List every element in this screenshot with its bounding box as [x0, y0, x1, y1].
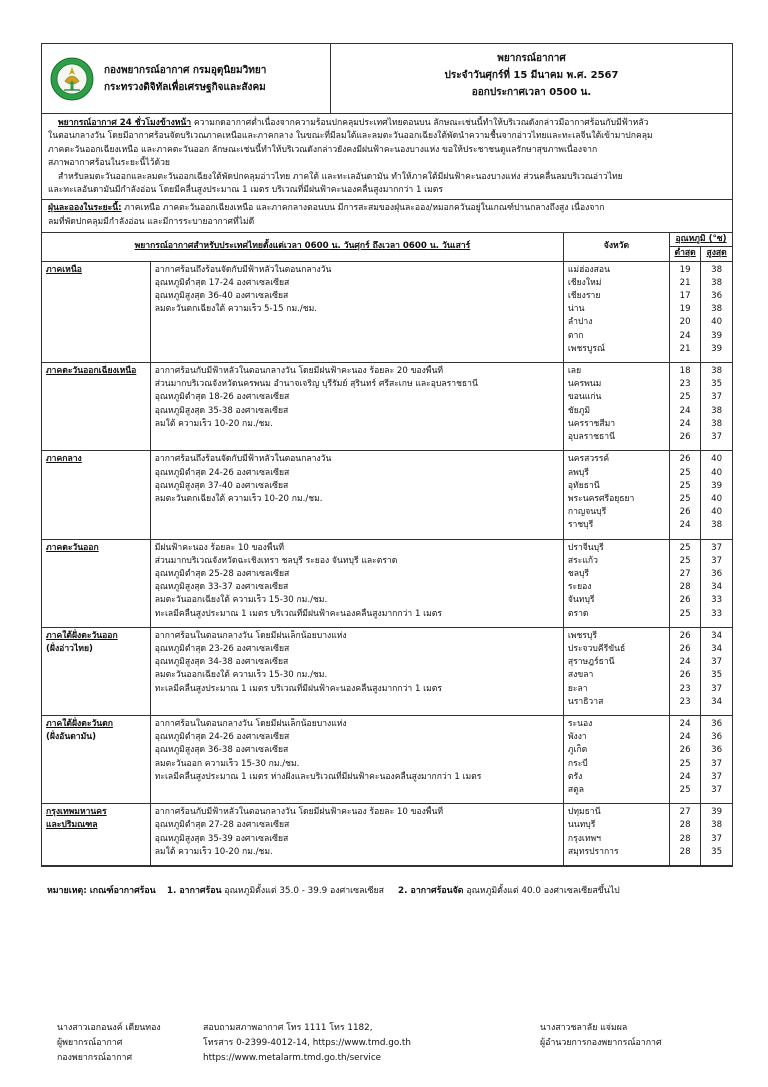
forecast-line: ลมตะวันตกเฉียงใต้ ความเร็ว 5-15 กม./ชม. — [154, 304, 317, 315]
province-max-temp: 38 — [711, 264, 723, 275]
region-name-cell — [42, 363, 150, 451]
province-min-temp: 24 — [679, 405, 691, 416]
page-title: พยากรณ์อากาศ — [497, 53, 566, 64]
province-name: ลำปาง — [567, 317, 593, 328]
province-max-temp-cell — [701, 804, 732, 866]
province-min-temp: 26 — [679, 432, 691, 443]
province-name: แม่ฮ่องสอน — [567, 264, 610, 275]
forecast-line: อุณหภูมิสูงสุด 36-40 องศาเซลเซียส — [154, 291, 289, 302]
province-name: ลพบุรี — [567, 467, 589, 478]
forecast-line: ลมตะวันออกเฉียงใต้ ความเร็ว 15-30 กม./ชม. — [154, 670, 328, 681]
province-max-temp-cell — [701, 451, 732, 539]
forecast-line: อุณหภูมิต่ำสุด 23-26 องศาเซลเซียส — [154, 643, 290, 654]
province-max-temp: 40 — [711, 507, 723, 518]
province-max-temp: 34 — [711, 582, 723, 593]
region-name-cell — [42, 804, 150, 866]
province-name-cell — [563, 539, 669, 627]
forecast-line: ทะเลมีคลื่นสูงประมาณ 1 เมตร บริเวณที่มีฝนฟ้าคะนองคลื่นสูงมากกว่า 1 เมตร — [154, 683, 442, 694]
province-min-temp: 25 — [679, 480, 691, 491]
province-max-temp: 35 — [711, 846, 723, 857]
footnote — [47, 883, 620, 897]
province-max-temp: 37 — [711, 784, 723, 795]
province-min-temp: 25 — [679, 392, 691, 403]
province-min-temp: 25 — [679, 467, 691, 478]
province-max-temp: 37 — [711, 542, 723, 553]
note-hot-label: 1. อากาศร้อน — [166, 886, 222, 896]
forecast-line: อากาศร้อนถึงร้อนจัดกับมีฟ้าหลัวในตอนกลางวัน — [154, 264, 332, 275]
province-name: สมุทรปราการ — [567, 846, 619, 857]
province-name: พระนครศรีอยุธยา — [567, 493, 635, 504]
province-min-temp-cell — [670, 804, 701, 866]
title-block — [331, 44, 732, 113]
province-min-temp-cell — [670, 627, 701, 715]
province-name: สงขลา — [567, 670, 594, 681]
forecast-line: อุณหภูมิสูงสุด 37-40 องศาเซลเซียส — [154, 480, 289, 491]
forecaster-unit: กองพยากรณ์อากาศ — [57, 1053, 133, 1063]
region-subname: (ฝั่งอันดามัน) — [46, 732, 97, 743]
province-max-temp: 38 — [711, 304, 723, 315]
province-name: ราชบุรี — [567, 520, 594, 531]
province-max-temp: 37 — [711, 758, 723, 769]
province-min-temp: 17 — [679, 291, 691, 302]
province-min-temp: 25 — [679, 493, 691, 504]
province-max-temp-cell — [701, 627, 732, 715]
forecast-line: ลมใต้ ความเร็ว 10-20 กม./ชม. — [154, 418, 273, 429]
region-name: ภาคเหนือ — [46, 264, 82, 275]
province-min-temp-cell — [670, 363, 701, 451]
province-name: นครสวรรค์ — [567, 454, 610, 465]
director-name: นางสาวชลาลัย แจ่มผล — [540, 1023, 628, 1033]
province-min-temp: 27 — [679, 568, 691, 579]
province-min-temp: 24 — [679, 330, 691, 341]
province-max-temp: 39 — [711, 480, 723, 491]
org-ministry: กระทรวงดิจิทัลเพื่อเศรษฐกิจและสังคม — [104, 81, 266, 93]
region-row — [42, 539, 732, 627]
province-max-temp: 39 — [711, 330, 723, 341]
province-max-temp: 33 — [711, 608, 723, 619]
province-name-cell — [563, 804, 669, 866]
column-province: จังหวัด — [563, 233, 669, 261]
province-max-temp: 37 — [711, 555, 723, 566]
forecast-line: ส่วนมากบริเวณจังหวัดฉะเชิงเทรา ชลบุรี ระยอง จันทบุรี และตราด — [154, 555, 398, 566]
province-name: ขอนแก่น — [567, 392, 602, 403]
province-name-cell — [563, 363, 669, 451]
province-min-temp: 26 — [679, 454, 691, 465]
note-veryhot-label: 2. อากาศร้อนจัด — [398, 886, 464, 896]
issue-time: ออกประกาศเวลา 0500 น. — [471, 87, 592, 98]
region-forecast-cell — [150, 539, 563, 627]
province-max-temp: 34 — [711, 696, 723, 707]
region-name: ภาคตะวันออก — [46, 542, 99, 553]
region-name-cell — [42, 451, 150, 539]
region-name: ภาคกลาง — [46, 454, 82, 465]
region-name-cell — [42, 539, 150, 627]
region-row — [42, 627, 732, 715]
note-veryhot-text: อุณหภูมิตั้งแต่ 40.0 องศาเซลเซียสขึ้นไป — [466, 886, 620, 896]
region-name: ภาคใต้ฝั่งตะวันตก — [46, 718, 113, 729]
province-min-temp: 24 — [679, 718, 691, 729]
province-name: สุราษฎร์ธานี — [567, 657, 615, 668]
province-max-temp: 36 — [711, 718, 723, 729]
province-max-temp: 38 — [711, 366, 723, 377]
province-min-temp: 26 — [679, 595, 691, 606]
region-name-cell — [42, 261, 150, 362]
province-name: สตูล — [567, 784, 584, 795]
table-body — [42, 261, 732, 865]
footer-director — [540, 1021, 662, 1051]
province-max-temp: 37 — [711, 771, 723, 782]
forecast-line: ลมตะวันตกเฉียงใต้ ความเร็ว 10-20 กม./ชม. — [154, 493, 323, 504]
province-min-temp: 24 — [679, 732, 691, 743]
tmd-emblem-icon — [50, 57, 94, 101]
province-name: สระแก้ว — [567, 555, 598, 566]
org-department: กองพยากรณ์อากาศ กรมอุตุนิยมวิทยา — [104, 64, 267, 76]
province-max-temp: 39 — [711, 807, 723, 818]
region-row — [42, 261, 732, 362]
province-name: อุบลราชธานี — [567, 432, 615, 443]
province-min-temp: 19 — [679, 304, 691, 315]
province-max-temp: 36 — [711, 568, 723, 579]
region-name-cell — [42, 627, 150, 715]
province-min-temp: 28 — [679, 833, 691, 844]
province-max-temp-cell — [701, 715, 732, 803]
province-max-temp: 39 — [711, 343, 723, 354]
province-min-temp: 26 — [679, 507, 691, 518]
province-min-temp: 23 — [679, 379, 691, 390]
province-name: นครพนม — [567, 379, 602, 390]
summary-line: และทะเลอันดามันมีกำลังอ่อน โดยมีคลื่นสูงประมาณ 1 เมตร บริเวณที่มีฝนฟ้าคะนองคลื่นสูงมากกว่า 1 เมตร — [48, 185, 443, 196]
forecast-line: อากาศร้อนในตอนกลางวัน โดยมีฝนเล็กน้อยบางแห่ง — [154, 718, 347, 729]
province-name: นนทบุรี — [567, 820, 596, 831]
province-max-temp: 37 — [711, 392, 723, 403]
province-name: กาญจนบุรี — [567, 507, 607, 518]
province-name: ภูเก็ต — [567, 745, 588, 756]
province-max-temp: 33 — [711, 595, 723, 606]
province-name: ปทุมธานี — [567, 807, 601, 818]
province-name: เพชรบุรี — [567, 630, 597, 641]
province-name: น่าน — [567, 304, 585, 315]
forecast-line: อุณหภูมิต่ำสุด 24-26 องศาเซลเซียส — [154, 732, 290, 743]
province-min-temp: 21 — [679, 343, 691, 354]
province-min-temp: 25 — [679, 555, 691, 566]
note-label: หมายเหตุ: เกณฑ์อากาศร้อน — [47, 886, 156, 896]
province-min-temp: 25 — [679, 758, 691, 769]
province-min-temp: 27 — [679, 807, 691, 818]
region-row — [42, 451, 732, 539]
forecast-line: อากาศร้อนในตอนกลางวัน โดยมีฝนเล็กน้อยบางแห่ง — [154, 630, 347, 641]
province-name: กระบี่ — [567, 758, 588, 769]
province-max-temp: 40 — [711, 467, 723, 478]
province-min-temp: 19 — [679, 264, 691, 275]
forecast-line: อากาศร้อนกับมีฟ้าหลัวในตอนกลางวัน โดยมีฝนฟ้าคะนอง ร้อยละ 10 ของพื้นที่ — [154, 807, 444, 818]
forecast-line: อุณหภูมิสูงสุด 35-38 องศาเซลเซียส — [154, 405, 289, 416]
province-min-temp: 18 — [679, 366, 691, 377]
summary-line: ความกดอากาศต่ำเนื่องจากความร้อนปกคลุมประเทศไทยตอนบน ลักษณะเช่นนี้ทำให้บริเวณดังกล่าวมีอากาศร้อนกับมีฟ้าหลัว — [193, 118, 649, 128]
forecast-line: อากาศร้อนถึงร้อนจัดกับมีฟ้าหลัวในตอนกลางวัน — [154, 454, 332, 465]
province-max-temp: 38 — [711, 820, 723, 831]
province-max-temp-cell — [701, 363, 732, 451]
province-max-temp: 38 — [711, 520, 723, 531]
province-min-temp: 26 — [679, 643, 691, 654]
province-name: ประจวบคีรีขันธ์ — [567, 643, 626, 654]
forecast-line: อุณหภูมิสูงสุด 35-39 องศาเซลเซียส — [154, 833, 289, 844]
region-subname: (ฝั่งอ่าวไทย) — [46, 643, 93, 654]
province-min-temp: 28 — [679, 846, 691, 857]
province-name: ชลบุรี — [567, 568, 590, 579]
forecast-line: ทะเลมีคลื่นสูงประมาณ 1 เมตร บริเวณที่มีฝนฟ้าคะนองคลื่นสูงมากกว่า 1 เมตร — [154, 608, 442, 619]
province-name: เชียงใหม่ — [567, 277, 602, 288]
province-max-temp: 37 — [711, 657, 723, 668]
region-name: กรุงเทพมหานคร — [46, 807, 107, 818]
column-temperature: อุณหภูมิ (°ซ) — [670, 233, 732, 247]
province-max-temp: 40 — [711, 454, 723, 465]
province-min-temp: 24 — [679, 657, 691, 668]
summary-line: สำหรับลมตะวันออกและลมตะวันออกเฉียงใต้พัดปกคลุมอ่าวไทย ภาคใต้ และทะเลอันดามัน ทำให้ภาคใต้มีฝนฟ้าคะนองบางแห่ง ส่วนคลื่นลมบริเวณอ่าวไทย — [58, 171, 623, 182]
province-max-temp-cell — [701, 539, 732, 627]
region-name: ภาคตะวันออกเฉียงเหนือ — [46, 366, 137, 377]
contact-phone: สอบถามสภาพอากาศ โทร 1111 โทร 1182, — [203, 1023, 373, 1033]
province-max-temp: 40 — [711, 317, 723, 328]
forecast-line: อุณหภูมิสูงสุด 36-38 องศาเซลเซียส — [154, 745, 289, 756]
province-min-temp: 26 — [679, 745, 691, 756]
province-max-temp: 38 — [711, 418, 723, 429]
summary-line: ในตอนกลางวัน โดยมีอากาศร้อนจัดบริเวณภาคเหนือและภาคกลาง ในขณะที่มีลมใต้และลมตะวันออกเฉียงใต้พัดนำความชื้นจากอ่าวไทยและทะเลจีนใต้เข้ามาปกคลุม — [48, 131, 653, 142]
region-row — [42, 715, 732, 803]
province-name: เลย — [567, 366, 582, 377]
province-max-temp: 37 — [711, 833, 723, 844]
forecast-line: อุณหภูมิต่ำสุด 25-28 องศาเซลเซียส — [154, 568, 290, 579]
province-min-temp-cell — [670, 539, 701, 627]
province-min-temp: 26 — [679, 670, 691, 681]
summary-line: ภาคตะวันออกเฉียงเหนือ และภาคตะวันออก ลักษณะเช่นนี้ทำให้บริเวณดังกล่าวยังคงมีฝนฟ้าคะนองบางแห่ง ขอให้ประชาชนดูแลรักษาสุขภาพเนื่องจาก — [48, 144, 598, 155]
province-name: เชียงราย — [567, 291, 601, 302]
region-forecast-cell — [150, 451, 563, 539]
province-min-temp: 20 — [679, 317, 691, 328]
region-forecast-cell — [150, 261, 563, 362]
contact-fax-website[interactable]: โทรสาร 0-2399-4012-14, https://www.tmd.go.th — [203, 1038, 411, 1048]
forecast-document — [41, 43, 733, 867]
region-forecast-cell — [150, 627, 563, 715]
province-min-temp: 25 — [679, 542, 691, 553]
dust-line: ลมที่พัดปกคลุมมีกำลังอ่อน และมีการระบายอากาศที่ไม่ดี — [48, 216, 255, 227]
province-max-temp: 38 — [711, 405, 723, 416]
province-max-temp: 40 — [711, 493, 723, 504]
region-forecast-cell — [150, 363, 563, 451]
province-min-temp: 25 — [679, 784, 691, 795]
province-name: อุทัยธานี — [567, 480, 600, 491]
forecast-line: อุณหภูมิต่ำสุด 27-28 องศาเซลเซียส — [154, 820, 290, 831]
region-name-cell — [42, 715, 150, 803]
province-max-temp: 38 — [711, 277, 723, 288]
table-title: พยากรณ์อากาศสำหรับประเทศไทยตั้งแต่เวลา 0600 น. วันศุกร์ ถึงเวลา 0600 น. วันเสาร์ — [42, 233, 563, 261]
province-name: ยะลา — [567, 683, 588, 694]
province-min-temp-cell — [670, 715, 701, 803]
forecast-date: ประจำวันศุกร์ที่ 15 มีนาคม พ.ศ. 2567 — [444, 70, 619, 81]
province-min-temp: 24 — [679, 418, 691, 429]
footer-contact — [203, 1021, 411, 1066]
column-min: ต่ำสุด — [670, 247, 701, 261]
province-max-temp: 36 — [711, 732, 723, 743]
region-forecast-cell — [150, 804, 563, 866]
director-title: ผู้อำนวยการกองพยากรณ์อากาศ — [540, 1038, 662, 1048]
forecast-line: อุณหภูมิต่ำสุด 18-26 องศาเซลเซียส — [154, 392, 290, 403]
province-name-cell — [563, 261, 669, 362]
province-min-temp: 24 — [679, 520, 691, 531]
forecast-line: อากาศร้อนกับมีฟ้าหลัวในตอนกลางวัน โดยมีฝนฟ้าคะนอง ร้อยละ 20 ของพื้นที่ — [154, 366, 444, 377]
forecast-line: ทะเลมีคลื่นสูงประมาณ 1 เมตร ห่างฝั่งและบริเวณที่มีฝนฟ้าคะนองคลื่นสูงมากกว่า 1 เมตร — [154, 771, 482, 782]
province-min-temp: 28 — [679, 820, 691, 831]
region-name: ภาคใต้ฝั่งตะวันออก — [46, 630, 118, 641]
province-name: กรุงเทพฯ — [567, 833, 601, 844]
forecaster-title: ผู้พยากรณ์อากาศ — [57, 1038, 123, 1048]
province-name: ตราด — [567, 608, 589, 619]
province-name: ตาก — [567, 330, 584, 341]
province-name: นครราชสีมา — [567, 418, 616, 429]
province-name: ปราจีนบุรี — [567, 542, 604, 553]
forecast-line: ลมตะวันออก ความเร็ว 15-30 กม./ชม. — [154, 758, 300, 769]
province-name: ระยอง — [567, 582, 592, 593]
forecast-line: อุณหภูมิสูงสุด 34-38 องศาเซลเซียส — [154, 657, 289, 668]
province-max-temp: 34 — [711, 643, 723, 654]
province-name: ชัยภูมิ — [567, 405, 591, 416]
forecaster-name: นางสาวเอกอนงค์ เตียนทอง — [57, 1023, 161, 1033]
footer-forecaster — [57, 1021, 161, 1066]
province-name-cell — [563, 451, 669, 539]
forecast-line: มีฝนฟ้าคะนอง ร้อยละ 10 ของพื้นที่ — [154, 542, 285, 553]
org-block — [42, 44, 331, 113]
forecast-line: ส่วนมากบริเวณจังหวัดนครพนม อำนาจเจริญ บุรีรัมย์ สุรินทร์ ศรีสะเกษ และอุบลราชธานี — [154, 379, 478, 390]
province-min-temp: 23 — [679, 696, 691, 707]
province-max-temp-cell — [701, 261, 732, 362]
regional-forecast-table — [42, 233, 732, 866]
province-name: เพชรบูรณ์ — [567, 343, 605, 354]
province-min-temp: 21 — [679, 277, 691, 288]
region-subname: และปริมณฑล — [46, 820, 98, 831]
province-max-temp: 36 — [711, 291, 723, 302]
province-name: พังงา — [567, 732, 587, 743]
contact-service-link[interactable]: https://www.metalarm.tmd.go.th/service — [203, 1053, 382, 1063]
province-max-temp: 35 — [711, 670, 723, 681]
region-forecast-cell — [150, 715, 563, 803]
dust-line: ภาคเหนือ ภาคตะวันออกเฉียงเหนือ และภาคกลางตอนบน มีการสะสมของฝุ่นละออง/หมอกควันอยู่ในเกณฑ์ปานกลางถึงสูง เนื่องจาก — [121, 203, 605, 214]
region-row — [42, 804, 732, 866]
forecast-line: ลมใต้ ความเร็ว 10-20 กม./ชม. — [154, 846, 273, 857]
forecast-line: ลมตะวันออกเฉียงใต้ ความเร็ว 15-30 กม./ชม. — [154, 595, 328, 606]
region-row — [42, 363, 732, 451]
province-max-temp: 35 — [711, 379, 723, 390]
forecast-line: อุณหภูมิสูงสุด 33-37 องศาเซลเซียส — [154, 582, 289, 593]
province-min-temp-cell — [670, 451, 701, 539]
province-max-temp: 36 — [711, 745, 723, 756]
column-max: สูงสุด — [701, 247, 732, 261]
province-max-temp: 37 — [711, 432, 723, 443]
province-name: ระนอง — [567, 718, 593, 729]
province-min-temp-cell — [670, 261, 701, 362]
document-header — [42, 44, 732, 114]
dust-section — [42, 200, 732, 233]
summary-label: พยากรณ์อากาศ 24 ชั่วโมงข้างหน้า — [58, 118, 192, 128]
province-name: จันทบุรี — [567, 595, 595, 606]
forecast-summary — [42, 114, 732, 200]
summary-line: สภาพอากาศร้อนในระยะนี้ไว้ด้วย — [48, 158, 170, 169]
forecast-line: อุณหภูมิต่ำสุด 17-24 องศาเซลเซียส — [154, 277, 290, 288]
province-min-temp: 26 — [679, 630, 691, 641]
province-name: ตรัง — [567, 771, 583, 782]
province-min-temp: 23 — [679, 683, 691, 694]
province-min-temp: 25 — [679, 608, 691, 619]
province-min-temp: 28 — [679, 582, 691, 593]
province-name-cell — [563, 627, 669, 715]
dust-label: ฝุ่นละอองในระยะนี้: — [48, 203, 122, 214]
province-name-cell — [563, 715, 669, 803]
forecast-line: อุณหภูมิต่ำสุด 24-26 องศาเซลเซียส — [154, 467, 290, 478]
province-max-temp: 37 — [711, 683, 723, 694]
note-hot-text: อุณหภูมิตั้งแต่ 35.0 - 39.9 องศาเซลเซียส — [224, 886, 385, 896]
province-name: นราธิวาส — [567, 696, 604, 707]
province-max-temp: 34 — [711, 630, 723, 641]
province-min-temp: 24 — [679, 771, 691, 782]
